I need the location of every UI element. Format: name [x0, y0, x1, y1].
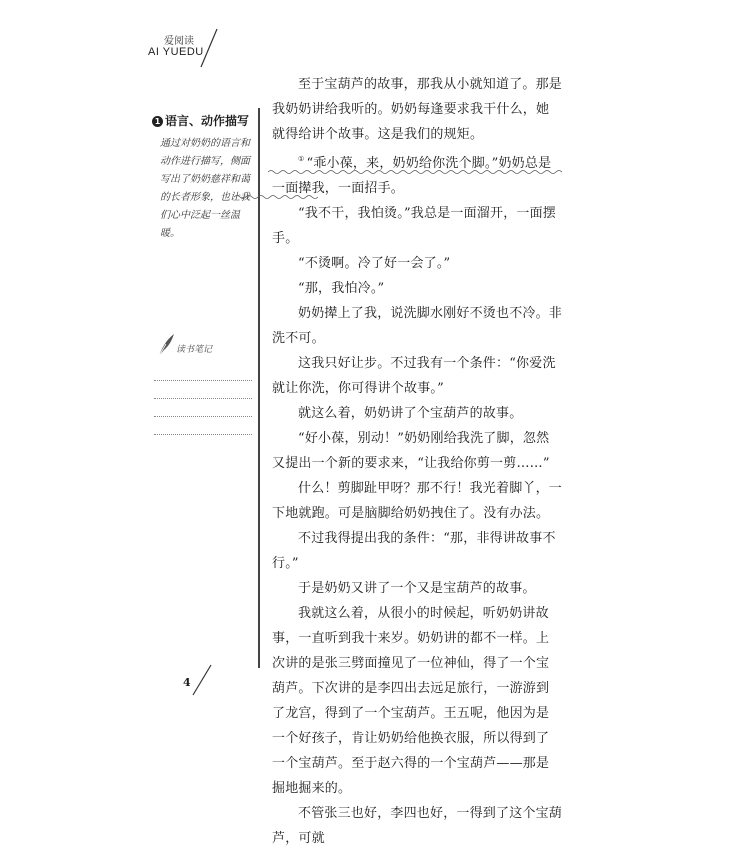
footer-slash-decoration [192, 664, 212, 696]
paragraph: 我就这么着，从很小的时候起，听奶奶讲故事，一直听到我十来岁。奶奶讲的都不一样。上次讲的是张三劈面撞见了一位神仙，得了一个宝葫芦。下次讲的是李四出去远足旅行，一游游到了龙宫，得到了一个宝葫芦。王五呢，他因为是一个好孩子，肯让奶奶给他换衣服，所以得到了一个宝葫芦。至于赵六得的一个宝葫芦——那是掘地掘来的。 [272, 606, 550, 796]
feather-pen-icon [156, 332, 176, 358]
main-text [272, 72, 562, 851]
wavy-underline [268, 169, 562, 175]
reading-notes-label: 读书笔记 [176, 345, 213, 355]
annotated-paragraph [272, 147, 562, 201]
running-header [140, 24, 260, 64]
paragraph: 于是奶奶又讲了一个又是宝葫芦的故事。 [298, 581, 536, 596]
paragraph: 这我只好让步。不过我有一个条件：“你爱洗就让你洗，你可得讲个故事。” [272, 356, 556, 396]
paragraph: 不过我得提出我的条件：“那，非得讲故事不行。” [272, 531, 556, 571]
note-line [154, 434, 252, 435]
wavy-underline [234, 194, 318, 200]
note-number-badge: 1 [152, 116, 163, 127]
paragraph: 不管张三也好，李四也好，一得到了这个宝葫芦，可就 [272, 806, 563, 846]
note-body: 通过对奶奶的语言和动作进行描写，侧面写出了奶奶慈祥和蔼的长者形象，也让我们心中泛起一丝温暖。 [160, 138, 250, 239]
note-title: 语言、动作描写 [165, 114, 250, 128]
paragraph: “好小葆，别动！”奶奶刚给我洗了脚，忽然又提出一个新的要求来，“让我给你剪一剪……” [272, 431, 550, 471]
header-title-en: AI YUEDU [148, 46, 204, 58]
paragraph: 奶奶撵上了我，说洗脚水刚好不烫也不冷。非洗不可。 [272, 306, 563, 346]
note-line [154, 398, 252, 399]
header-slash-decoration [200, 28, 218, 68]
paragraph: 什么！剪脚趾甲呀？那不行！我光着脚丫，一下地就跑。可是脑脚给奶奶拽住了。没有办法。 [272, 481, 563, 521]
paragraph: 就这么着，奶奶讲了个宝葫芦的故事。 [298, 406, 523, 421]
margin-note [152, 114, 252, 243]
note-line [154, 380, 252, 381]
annotated-text: “乖小葆，来，奶奶给你洗个脚。”奶奶总是一面撵我，一面招手。 [272, 156, 552, 196]
paragraph: 至于宝葫芦的故事，那我从小就知道了。那是我奶奶讲给我听的。奶奶每逢要求我干什么，她就得给讲个故事。这是我们的规矩。 [272, 77, 563, 142]
page-number: 4 [183, 676, 191, 689]
paragraph: “我不干，我怕烫。”我总是一面溜开，一面摆手。 [272, 206, 556, 246]
header-title-cn: 爱阅读 [164, 36, 194, 47]
paragraph: “不烫啊。冷了好一会了。” [298, 256, 451, 271]
margin-divider [258, 108, 260, 668]
annotation-marker: ① [298, 155, 305, 163]
paragraph: “那，我怕冷。” [298, 281, 385, 296]
note-line [154, 416, 252, 417]
note-heading [152, 114, 252, 129]
